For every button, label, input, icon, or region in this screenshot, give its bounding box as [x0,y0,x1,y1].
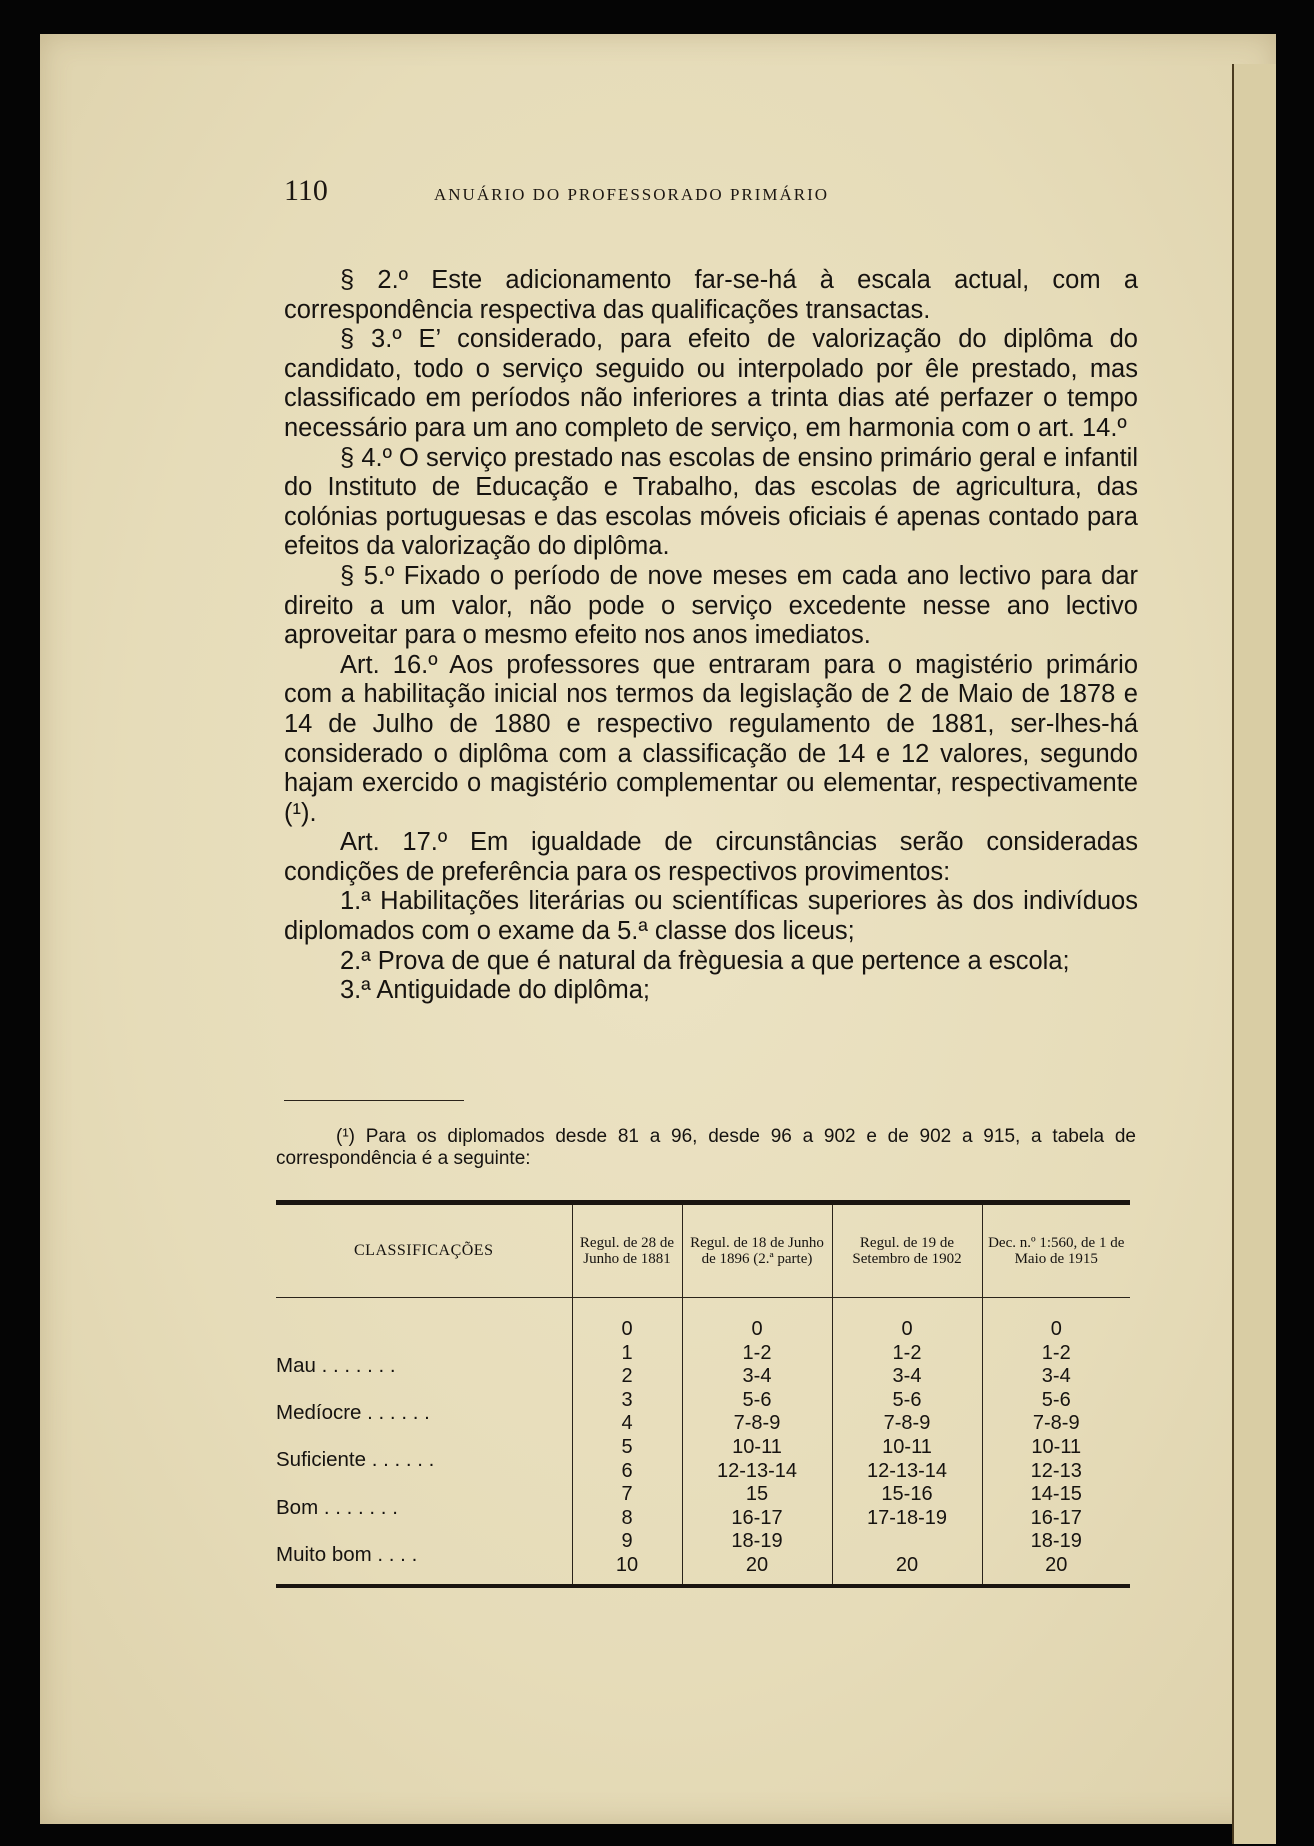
cell [833,1530,982,1554]
cell: 16-17 [731,1506,783,1529]
column-1896 [682,1298,832,1587]
cell: 1-2 [742,1341,772,1364]
label-bom: Bom . . . . . . . [276,1495,398,1519]
label-mediocre: Medíocre . . . . . . [276,1401,430,1425]
cell: 10-11 [882,1435,932,1458]
cell: 0 [901,1318,913,1340]
label-mau: Mau . . . . . . . [276,1354,396,1377]
cell: 1-2 [1041,1341,1071,1364]
cell: 7-8-9 [1032,1412,1080,1435]
label-muito-bom: Muito bom . . . . [276,1542,418,1566]
cell: 6 [621,1459,633,1482]
footnote-text: (¹) Para os diplomados desde 81 a 96, desde 96 a 902 e de 902 a 915, a tabela de correspondência é a seguinte: [276,1126,1136,1169]
cell: 1-2 [892,1341,922,1364]
cell: 1 [621,1341,633,1364]
article-17-item-3: 3.ª Antiguidade do diplôma; [340,976,650,1005]
paragraph-4: § 4.º O serviço prestado nas escolas de ensino primário geral e infantil do Instituto de Educação e Trabalho, das escolas de agricultura, das colónias portuguesas e das escolas móveis oficiais é apenas contado para efeitos da valorização do diplôma. [284,443,1138,561]
table-body-row [276,1298,1130,1587]
footnote [276,1126,1136,1170]
header-regul-1896: Regul. de 18 de Junho de 1896 (2.ª parte) [682,1203,832,1298]
cell: 17-18-19 [866,1506,948,1529]
classification-labels [276,1298,572,1587]
article-17-item-2: 2.ª Prova de que é natural da frèguesia a que pertence a escola; [340,946,1070,975]
cell: 5 [621,1435,633,1458]
cell: 20 [745,1553,769,1576]
cell: 12-13-14 [866,1459,948,1482]
cell: 3-4 [892,1365,922,1388]
body-text [284,266,1138,1006]
cell: 15-16 [881,1483,933,1506]
cell: 5-6 [1041,1388,1071,1411]
cell: 15 [745,1483,769,1506]
table-header-row [276,1203,1130,1298]
cell: 3-4 [1041,1365,1071,1388]
label-suficiente: Suficiente . . . . . . [276,1448,435,1472]
paragraph-2: § 2.º Este adicionamento far-se-há à escala actual, com a correspondência respectiva das qualificações transactas. [284,266,1138,324]
cell: 7-8-9 [883,1412,931,1435]
article-17-item-1: 1.ª Habilitações literárias ou scientíficas superiores às dos indivíduos diplomados com o exame da 5.ª classe dos liceus; [284,887,1138,946]
header-dec-1915: Dec. n.º 1:560, de 1 de Maio de 1915 [982,1203,1130,1298]
header-regul-1881: Regul. de 28 de Junho de 1881 [572,1203,682,1298]
article-16: Art. 16.º Aos professores que entraram para o magistério primário com a habilitação inicial nos termos da legislação de 2 de Maio de 1878 e 14 de Julho de 1880 e respectivo regulamento de 1881, ser-lhes-há considerado o diplôma com a classificação de 14 e 12 valores, segundo hajam exercido o magistério complementar ou elementar, respectivamente (¹). [284,650,1138,827]
cell: 9 [621,1530,633,1553]
cell: 0 [1050,1318,1062,1340]
cell: 4 [621,1412,633,1435]
correspondence-table [276,1200,1130,1588]
cell: 10-11 [1031,1435,1082,1458]
running-title: ANUÁRIO DO PROFESSORADO PRIMÁRIO [434,185,830,204]
cell: 12-13 [1030,1459,1082,1482]
cell: 0 [751,1318,763,1340]
header-classificacoes: CLASSIFICAÇÕES [276,1203,572,1298]
paragraph-5: § 5.º Fixado o período de nove meses em cada ano lectivo para dar direito a um valor, não pode o serviço excedente nesse ano lectivo aproveitar para o mesmo efeito nos anos imediatos. [284,561,1138,650]
cell: 12-13-14 [716,1459,798,1482]
cell: 20 [1045,1553,1068,1576]
cell: 3-4 [742,1365,772,1388]
cell: 10-11 [732,1435,782,1458]
cell: 20 [895,1553,919,1576]
column-1915 [982,1298,1130,1587]
footnote-rule [284,1100,464,1101]
article-17: Art. 17.º Em igualdade de circunstâncias serão consideradas condições de preferência para os respectivos provimentos: [284,828,1138,886]
cell: 16-17 [1030,1506,1082,1529]
cell: 5-6 [742,1388,772,1411]
paragraph-3: § 3.º E’ considerado, para efeito de valorização do diplôma do candidato, todo o serviço seguido ou interpolado por êle prestado, mas classificado em períodos não inferiores a trinta dias até perfazer o tempo necessário para um ano completo de serviço, em harmonia com o art. 14.º [284,325,1138,442]
cell: 8 [621,1506,633,1529]
column-1902 [832,1298,982,1587]
page-number: 110 [284,174,328,207]
cell: 14-15 [1030,1483,1082,1506]
cell: 18-19 [1030,1530,1082,1553]
adjacent-page-edge [1232,64,1276,1844]
cell: 10 [615,1553,639,1576]
cell: 3 [621,1388,633,1411]
header-regul-1902: Regul. de 19 de Setembro de 1902 [832,1203,982,1298]
page-header [284,174,974,208]
cell: 18-19 [731,1530,783,1553]
cell: 0 [621,1318,633,1340]
cell: 5-6 [892,1388,922,1411]
column-1881 [572,1298,682,1587]
cell: 7 [621,1483,633,1506]
cell: 2 [621,1365,633,1388]
cell: 7-8-9 [733,1412,781,1435]
